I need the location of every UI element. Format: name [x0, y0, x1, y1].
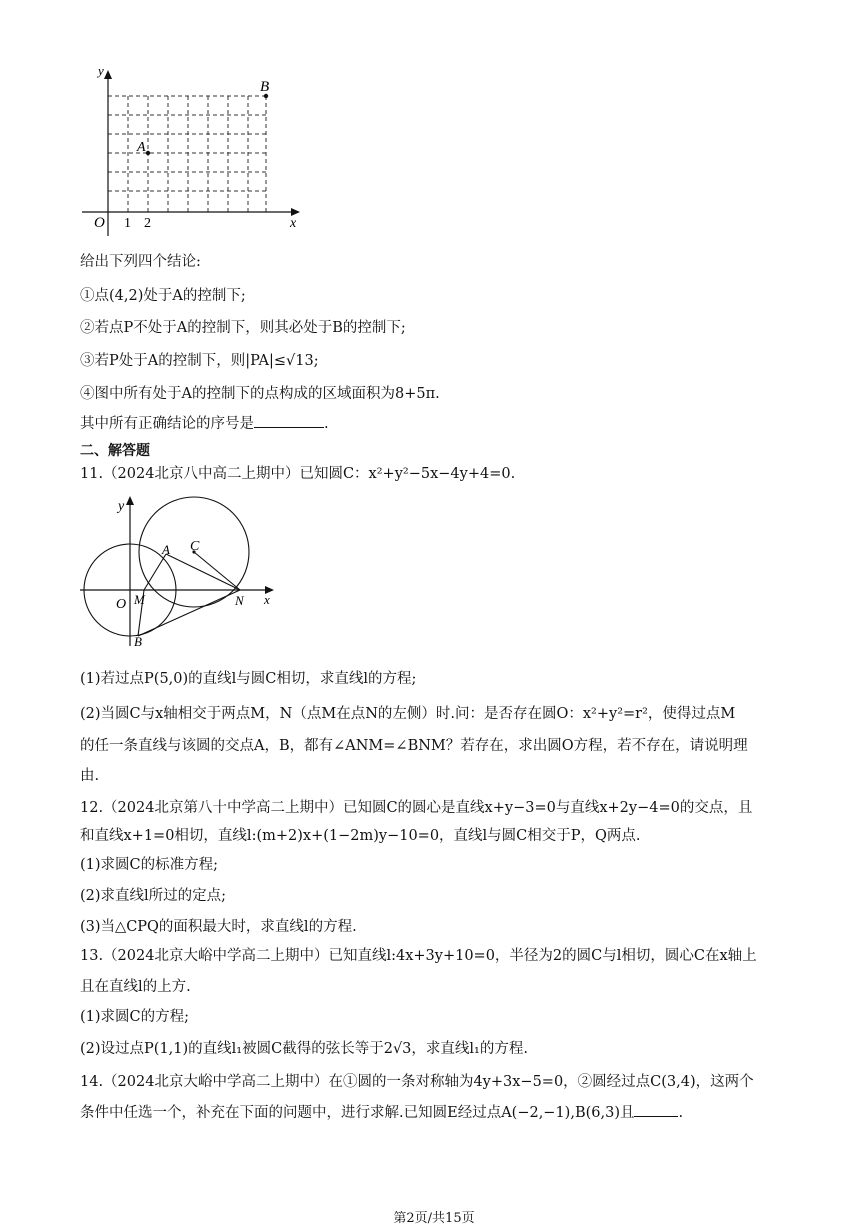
origin-label: O — [94, 215, 105, 231]
y-axis-label: y — [98, 63, 104, 78]
q11-stem: 11.（2024北京八中高二上期中）已知圆C：x²+y²−5x−4y+4=0. — [80, 466, 516, 482]
q10-conclusion-2: ②若点P不处于A的控制下，则其必处于B的控制下; — [80, 320, 406, 336]
tick-label-2: 2 — [144, 216, 151, 231]
segment-bn — [138, 590, 240, 636]
q13-line-2: 且在直线l的上方. — [80, 979, 191, 995]
q10-conclusion-1: ①点(4,2)处于A的控制下; — [80, 288, 246, 304]
n-label: N — [235, 593, 244, 608]
q10-ask-text: 其中所有正确结论的序号是 — [80, 416, 254, 432]
q10-ask: 其中所有正确结论的序号是 . — [80, 412, 329, 433]
y-label: y — [118, 499, 125, 514]
q11-part-2-line-1: (2)当圆C与x轴相交于两点M，N（点M在点N的左侧）时.问：是否存在圆O：x²+y²=r²，使得过点M — [80, 706, 736, 722]
x-axis-label: x — [290, 216, 297, 231]
q13-part-2: (2)设过点P(1,1)的直线l₁被圆C截得的弦长等于2√3，求直线l₁的方程. — [80, 1041, 528, 1057]
c-label: C — [190, 539, 200, 554]
q10-intro: 给出下列四个结论: — [80, 254, 201, 270]
q12-part-1: (1)求圆C的标准方程; — [80, 857, 219, 873]
q13-line-1: 13.（2024北京大峪中学高二上期中）已知直线l:4x+3y+10=0，半径为2的圆C与l相切，圆心C在x轴上 — [80, 948, 757, 964]
x-label: x — [264, 592, 270, 607]
q14-line-1: 14.（2024北京大峪中学高二上期中）在①圆的一条对称轴为4y+3x−5=0，②圆经过点C(3,4)，这两个 — [80, 1074, 754, 1090]
q10-conclusion-4: ④图中所有处于A的控制下的点构成的区域面积为8+5π. — [80, 386, 440, 402]
page-footer: 第2页/共15页 — [393, 1211, 475, 1226]
point-a-label: A — [137, 140, 146, 155]
answer-blank — [634, 1102, 678, 1117]
q12-line-1: 12.（2024北京第八十中学高二上期中）已知圆C的圆心是直线x+y−3=0与直线x+2y−4=0的交点，且 — [80, 800, 753, 816]
point-a — [146, 151, 150, 155]
b-label: B — [134, 634, 142, 649]
a-label: A — [162, 542, 170, 557]
grid-figure — [78, 60, 318, 240]
dashed-grid — [108, 96, 266, 212]
q10-conclusion-3: ③若P处于A的控制下，则|PA|≤√13; — [80, 353, 319, 369]
o-label: O — [116, 597, 127, 612]
q11-part-2-line-3: 由. — [80, 768, 100, 784]
point-b-label: B — [260, 79, 270, 95]
answer-blank — [254, 413, 324, 428]
m-label: M — [134, 592, 145, 607]
x-axis-arrow — [291, 208, 300, 216]
q14-line-2: 条件中任选一个，补充在下面的问题中，进行求解.已知圆E经过点A(−2,−1),B(6,3)且 . — [80, 1101, 683, 1122]
q14-line-2-text: 条件中任选一个，补充在下面的问题中，进行求解.已知圆E经过点A(−2,−1),B(6,3)且 — [80, 1105, 635, 1121]
y-axis-arrow — [104, 70, 112, 79]
y-axis-arrow — [126, 496, 134, 505]
q13-part-1: (1)求圆C的方程; — [80, 1009, 190, 1025]
circle-figure — [78, 488, 278, 650]
q12-part-3: (3)当△CPQ的面积最大时，求直线l的方程. — [80, 919, 357, 935]
q12-part-2: (2)求直线l所过的定点; — [80, 888, 227, 904]
q11-part-1: (1)若过点P(5,0)的直线l与圆C相切，求直线l的方程; — [80, 671, 417, 687]
q12-line-2: 和直线x+1=0相切，直线l:(m+2)x+(1−2m)y−10=0，直线l与圆C相交于P，Q两点. — [80, 828, 641, 844]
q11-part-2-line-2: 的任一条直线与该圆的交点A，B，都有∠ANM=∠BNM？若存在，求出圆O方程，若不存在，请说明理 — [80, 738, 748, 754]
tick-label-1: 1 — [124, 216, 131, 231]
section-heading: 二、解答题 — [80, 443, 150, 459]
